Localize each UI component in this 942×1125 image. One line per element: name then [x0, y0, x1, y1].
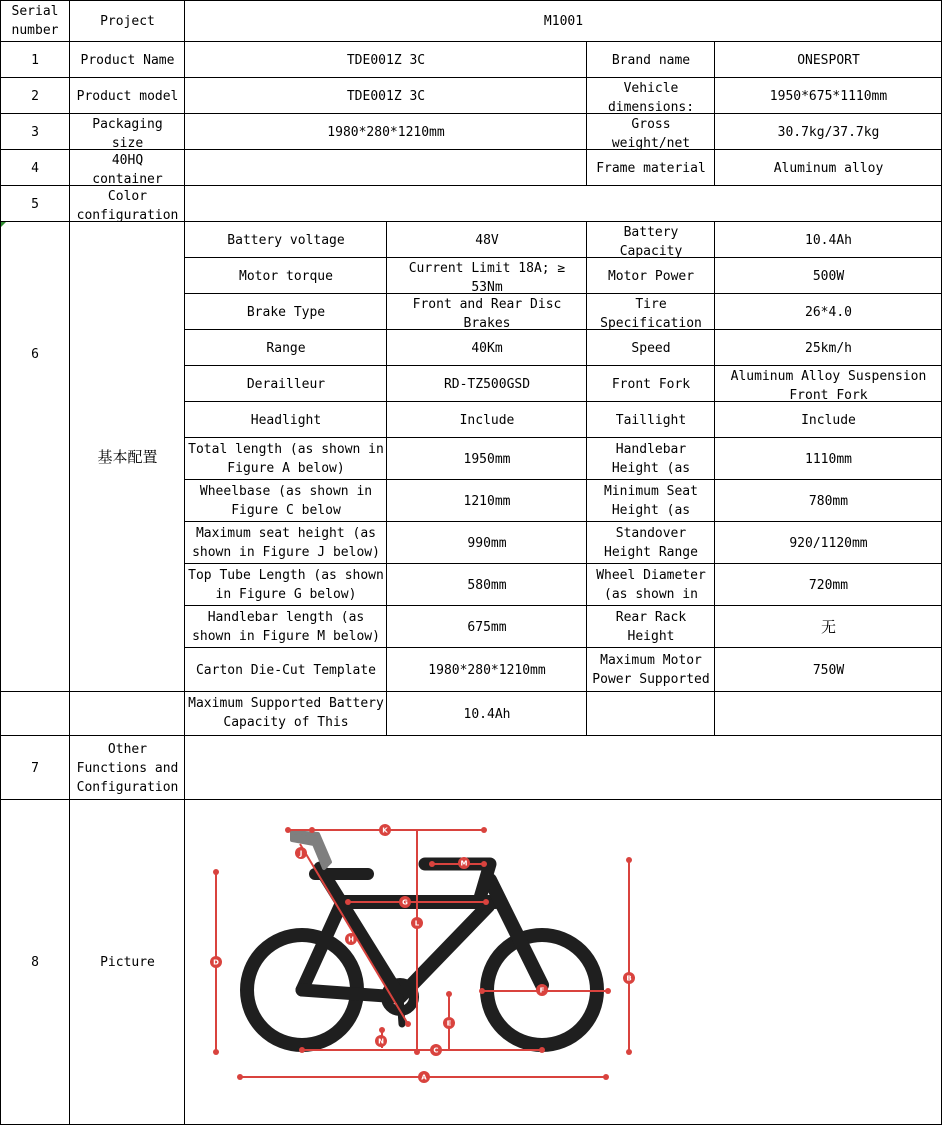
row-6-number: 6	[31, 346, 39, 362]
config-key: Standover Height Range	[604, 526, 698, 560]
battery-support-label: Maximum Supported Battery Capacity of This	[188, 696, 384, 730]
config-value: 1210mm	[463, 493, 511, 509]
brand-name-value: ONESPORT	[797, 52, 860, 68]
config-key: Taillight	[615, 412, 687, 428]
other-functions-value	[185, 736, 942, 800]
config-value: 780mm	[808, 493, 849, 509]
product-model-value: TDE001Z 3C	[346, 88, 426, 104]
battery-support-value: 10.4Ah	[463, 706, 511, 722]
config-value: 500W	[812, 268, 845, 284]
row-2-number: 2	[31, 88, 39, 104]
svg-text:D: D	[213, 958, 219, 967]
config-key: Total length (as shown in Figure A below)	[188, 442, 384, 476]
svg-text:E: E	[446, 1019, 452, 1028]
config-value: 920/1120mm	[789, 535, 868, 551]
product-name-value: TDE001Z 3C	[346, 52, 426, 68]
picture-label: Picture	[100, 955, 155, 970]
config-value: Front and Rear Disc Brakes	[412, 297, 562, 330]
project-value: M1001	[543, 13, 584, 29]
color-configuration-label: Color configuration	[76, 189, 179, 222]
config-value: 无	[820, 617, 836, 636]
config-value: 1110mm	[805, 451, 852, 467]
config-value: 48V	[475, 232, 499, 248]
config-key: Derailleur	[246, 376, 326, 392]
svg-text:B: B	[626, 974, 632, 983]
config-key: Brake Type	[246, 304, 326, 320]
project-header: Project	[100, 13, 155, 29]
badge-j	[295, 847, 307, 859]
badge-n	[375, 1035, 387, 1047]
badge-k	[379, 824, 391, 836]
bicycle-frame	[247, 864, 597, 1045]
config-key: Minimum Seat Height (as	[604, 484, 698, 518]
other-functions-label: Other Functions and Configuration	[76, 741, 179, 795]
chain-stay	[302, 990, 400, 997]
config-key: Motor Power	[607, 268, 695, 284]
config-value: 675mm	[467, 619, 507, 635]
config-value: Aluminum Alloy Suspension Front Fork	[730, 369, 927, 402]
config-key: Maximum Motor Power Supported	[592, 653, 710, 687]
frame-material-label: Frame material	[596, 160, 706, 176]
config-value: RD-TZ500GSD	[443, 376, 531, 392]
config-value: Include	[459, 412, 515, 428]
row-7-number: 7	[31, 760, 39, 776]
svg-text:N: N	[378, 1037, 384, 1046]
packaging-size-label: Packaging size	[92, 117, 163, 150]
config-key: Maximum seat height (as shown in Figure J below)	[192, 526, 380, 560]
config-key: Carton Die-Cut Template	[195, 662, 376, 678]
config-value: 580mm	[467, 577, 507, 593]
config-value: 750W	[812, 662, 845, 678]
config-key: Rear Rack Height	[615, 610, 687, 644]
config-key: Speed	[631, 340, 671, 356]
config-key: Handlebar Height (as	[611, 442, 691, 476]
row-8-number: 8	[31, 955, 39, 970]
config-key: Top Tube Length (as shown in Figure G below)	[188, 568, 384, 602]
container-value	[185, 150, 587, 186]
row-1-number: 1	[31, 52, 39, 68]
product-name-label: Product Name	[80, 52, 175, 68]
config-value: 720mm	[808, 577, 849, 593]
config-value: 26*4.0	[805, 304, 852, 320]
svg-text:L: L	[414, 919, 420, 928]
config-key: Battery voltage	[227, 232, 345, 248]
badge-c	[430, 1044, 442, 1056]
product-model-label: Product model	[76, 88, 179, 104]
packaging-size-value: 1980*280*1210mm	[327, 124, 445, 140]
row-3-number: 3	[31, 124, 39, 140]
handlebar	[425, 864, 490, 898]
config-value: Include	[801, 412, 856, 428]
serial-number-header: Serial number	[11, 4, 59, 38]
svg-text:C: C	[433, 1046, 439, 1055]
badge-l	[411, 917, 423, 929]
container-label: 40HQ container	[92, 153, 163, 186]
config-key: Headlight	[250, 412, 322, 428]
brand-name-label: Brand name	[611, 52, 691, 68]
badge-a	[418, 1071, 430, 1083]
svg-text:A: A	[421, 1073, 427, 1082]
config-value: 10.4Ah	[805, 232, 852, 248]
badge-e	[443, 1017, 455, 1029]
row-4-number: 4	[31, 160, 39, 176]
svg-text:J: J	[299, 849, 303, 858]
svg-text:F: F	[539, 986, 545, 995]
badge-f	[536, 984, 548, 996]
config-key: Wheel Diameter (as shown in	[596, 568, 706, 602]
frame-material-value: Aluminum alloy	[773, 160, 884, 176]
row-5-number: 5	[31, 196, 39, 212]
config-key: Handlebar length (as shown in Figure M below)	[192, 610, 380, 644]
badge-d	[210, 956, 222, 968]
svg-text:M: M	[460, 859, 468, 868]
vehicle-dimensions-value: 1950*675*1110mm	[769, 88, 888, 104]
config-key: Motor torque	[239, 268, 333, 284]
svg-text:H: H	[348, 935, 354, 944]
gross-weight-value: 30.7kg/37.7kg	[777, 124, 880, 140]
badge-b	[623, 972, 635, 984]
config-value: 1950mm	[463, 451, 511, 467]
badge-g	[399, 896, 411, 908]
config-key: Tire Specification	[600, 297, 702, 330]
badge-m	[458, 857, 470, 869]
config-value: 25km/h	[805, 340, 852, 356]
svg-text:K: K	[382, 826, 388, 835]
gross-weight-label: Gross weight/net	[611, 117, 691, 150]
config-value: Current Limit 18A; ≥ 53Nm	[408, 261, 566, 294]
color-configuration-value	[185, 186, 942, 222]
config-value: 1980*280*1210mm	[428, 662, 546, 678]
config-key: Wheelbase (as shown in Figure C below	[199, 484, 373, 518]
config-key: Range	[266, 340, 306, 356]
bicycle-dimension-diagram	[200, 810, 640, 1090]
config-key: Front Fork	[611, 376, 691, 392]
config-key: Battery Capacity	[619, 225, 683, 258]
badge-h	[345, 933, 357, 945]
basic-configuration-label: 基本配置	[97, 447, 158, 466]
config-value: 40Km	[471, 340, 503, 356]
svg-text:G: G	[402, 898, 408, 907]
config-value: 990mm	[467, 535, 507, 551]
vehicle-dimensions-label: Vehicle dimensions:	[607, 81, 695, 114]
